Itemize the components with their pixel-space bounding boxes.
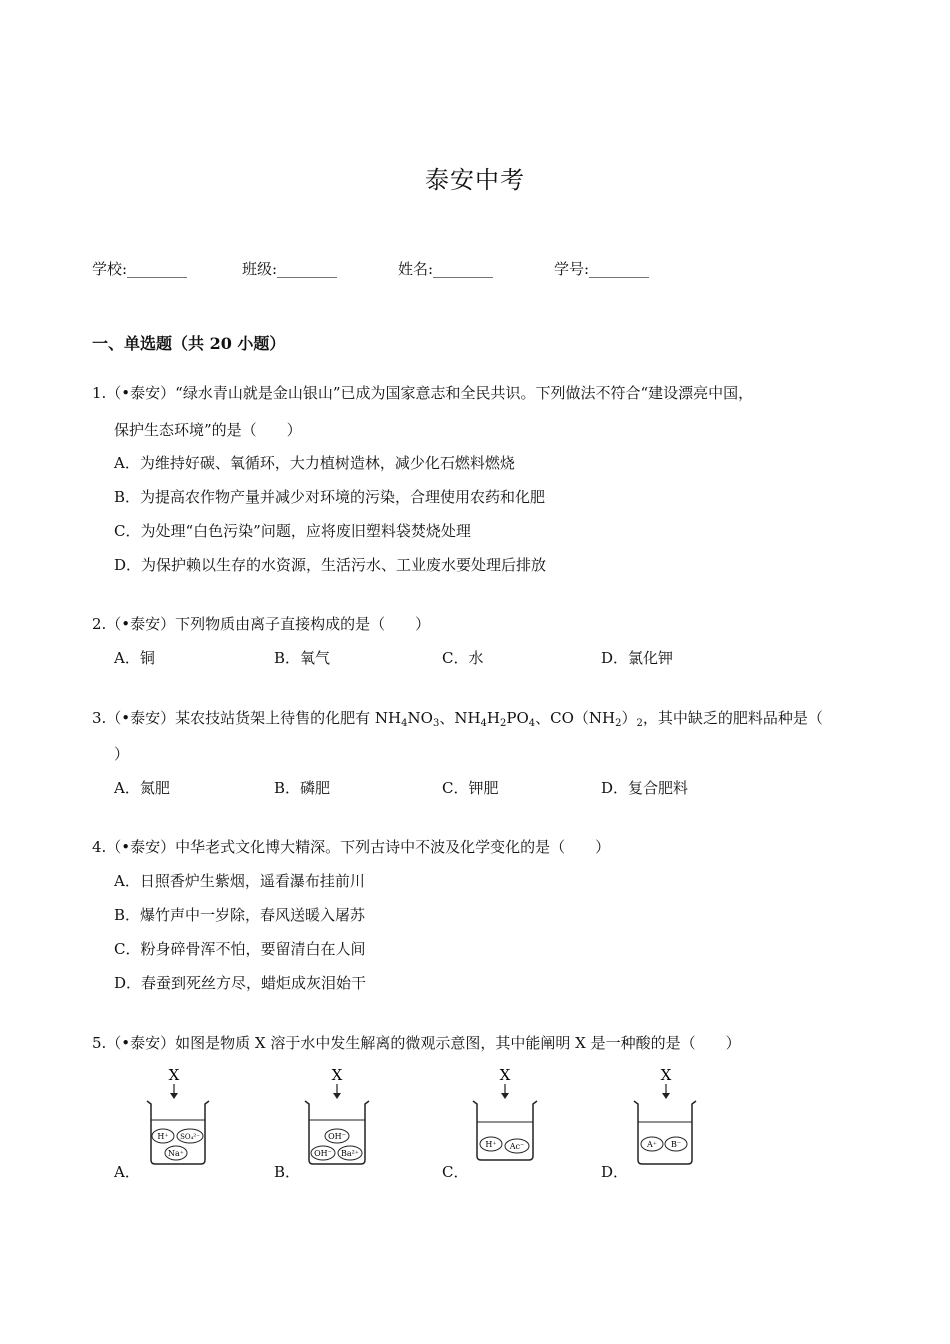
name-field: 姓名:________ — [398, 260, 494, 278]
ion-label: A⁺ — [647, 1140, 657, 1149]
ion-label: Na⁺ — [168, 1149, 184, 1158]
beaker-a-diagram — [140, 1066, 220, 1170]
question-5-option-b: B． — [274, 1163, 301, 1181]
class-field: 班级:________ — [242, 260, 338, 278]
question-2-option-b: B．氧气 — [274, 649, 331, 667]
question-3-stem-cont: ） — [114, 745, 130, 763]
page-title: 泰安中考 — [425, 166, 525, 194]
question-4-option-d: D．春蚕到死丝方尽，蜡炬成灰泪始干 — [114, 974, 367, 992]
ion-label: OH⁻ — [328, 1132, 346, 1141]
question-4-option-b: B．爆竹声中一岁除，春风送暖入屠苏 — [114, 906, 366, 924]
ion-label: H⁺ — [157, 1132, 169, 1141]
section-heading: 一、单选题（共 20 小题） — [92, 334, 286, 353]
question-1-option-a: A．为维持好碳、氧循环，大力植树造林，减少化石燃料燃烧 — [114, 454, 515, 472]
beaker-b-diagram — [303, 1066, 383, 1170]
ion-label: SO₄²⁻ — [180, 1133, 200, 1141]
question-5-stem: 5.（•泰安）如图是物质 X 溶于水中发生解离的微观示意图，其中能阐明 X 是一种酸的是（ ） — [92, 1034, 741, 1052]
ion-label: Ba²⁺ — [340, 1149, 360, 1158]
question-3-option-b: B．磷肥 — [274, 779, 331, 797]
x-label: X — [168, 1066, 180, 1084]
beaker-c-diagram — [471, 1066, 551, 1170]
x-label: X — [499, 1066, 511, 1084]
question-1-option-c: C．为处理“白色污染”问题，应将废旧塑料袋焚烧处理 — [114, 522, 471, 540]
question-5-option-d: D． — [601, 1163, 629, 1181]
school-field: 学校:________ — [92, 260, 188, 278]
beaker-d-diagram — [632, 1066, 712, 1170]
ion-label: B⁻ — [670, 1140, 682, 1149]
question-3-stem: 3.（•泰安）某农技站货架上待售的化肥有 $NH_4NO_3$、$NH_4H_2PO_4$、$CO(NH_2)_2$，其中缺乏的肥料品种是（ — [92, 709, 823, 729]
student-number-field: 学号:________ — [554, 260, 650, 278]
ion-label: H⁺ — [485, 1140, 497, 1149]
question-4-stem: 4.（•泰安）中华老式文化博大精深。下列古诗中不波及化学变化的是（ ） — [92, 838, 611, 856]
ion-label: Ac⁻ — [509, 1142, 525, 1151]
question-1-option-b: B．为提高农作物产量并减少对环境的污染，合理使用农药和化肥 — [114, 488, 546, 506]
x-label: X — [331, 1066, 343, 1084]
question-3-option-c: C．钾肥 — [442, 779, 499, 797]
question-4-option-c: C．粉身碎骨浑不怕，要留清白在人间 — [114, 940, 366, 958]
question-3-option-d: D．复合肥料 — [601, 779, 689, 797]
question-5-option-c: C． — [442, 1163, 469, 1181]
x-label: X — [660, 1066, 672, 1084]
question-2-option-d: D．氯化钾 — [601, 649, 674, 667]
question-1-stem: 1.（•泰安）“绿水青山就是金山银山”已成为国家意志和全民共识。下列做法不符合“建设漂亮中国， — [92, 384, 754, 402]
ion-label: OH⁻ — [314, 1149, 332, 1158]
question-4-option-a: A．日照香炉生紫烟，遥看瀑布挂前川 — [114, 872, 365, 890]
question-5-option-a: A． — [114, 1163, 140, 1181]
question-2-option-a: A．铜 — [114, 649, 155, 667]
question-2-stem: 2.（•泰安）下列物质由离子直接构成的是（ ） — [92, 615, 431, 633]
question-3-option-a: A．氮肥 — [114, 779, 170, 797]
question-1-option-d: D．为保护赖以生存的水资源，生活污水、工业废水要处理后排放 — [114, 556, 547, 574]
question-2-option-c: C．水 — [442, 649, 484, 667]
question-1-stem-cont: 保护生态环境”的是（ ） — [114, 421, 302, 439]
